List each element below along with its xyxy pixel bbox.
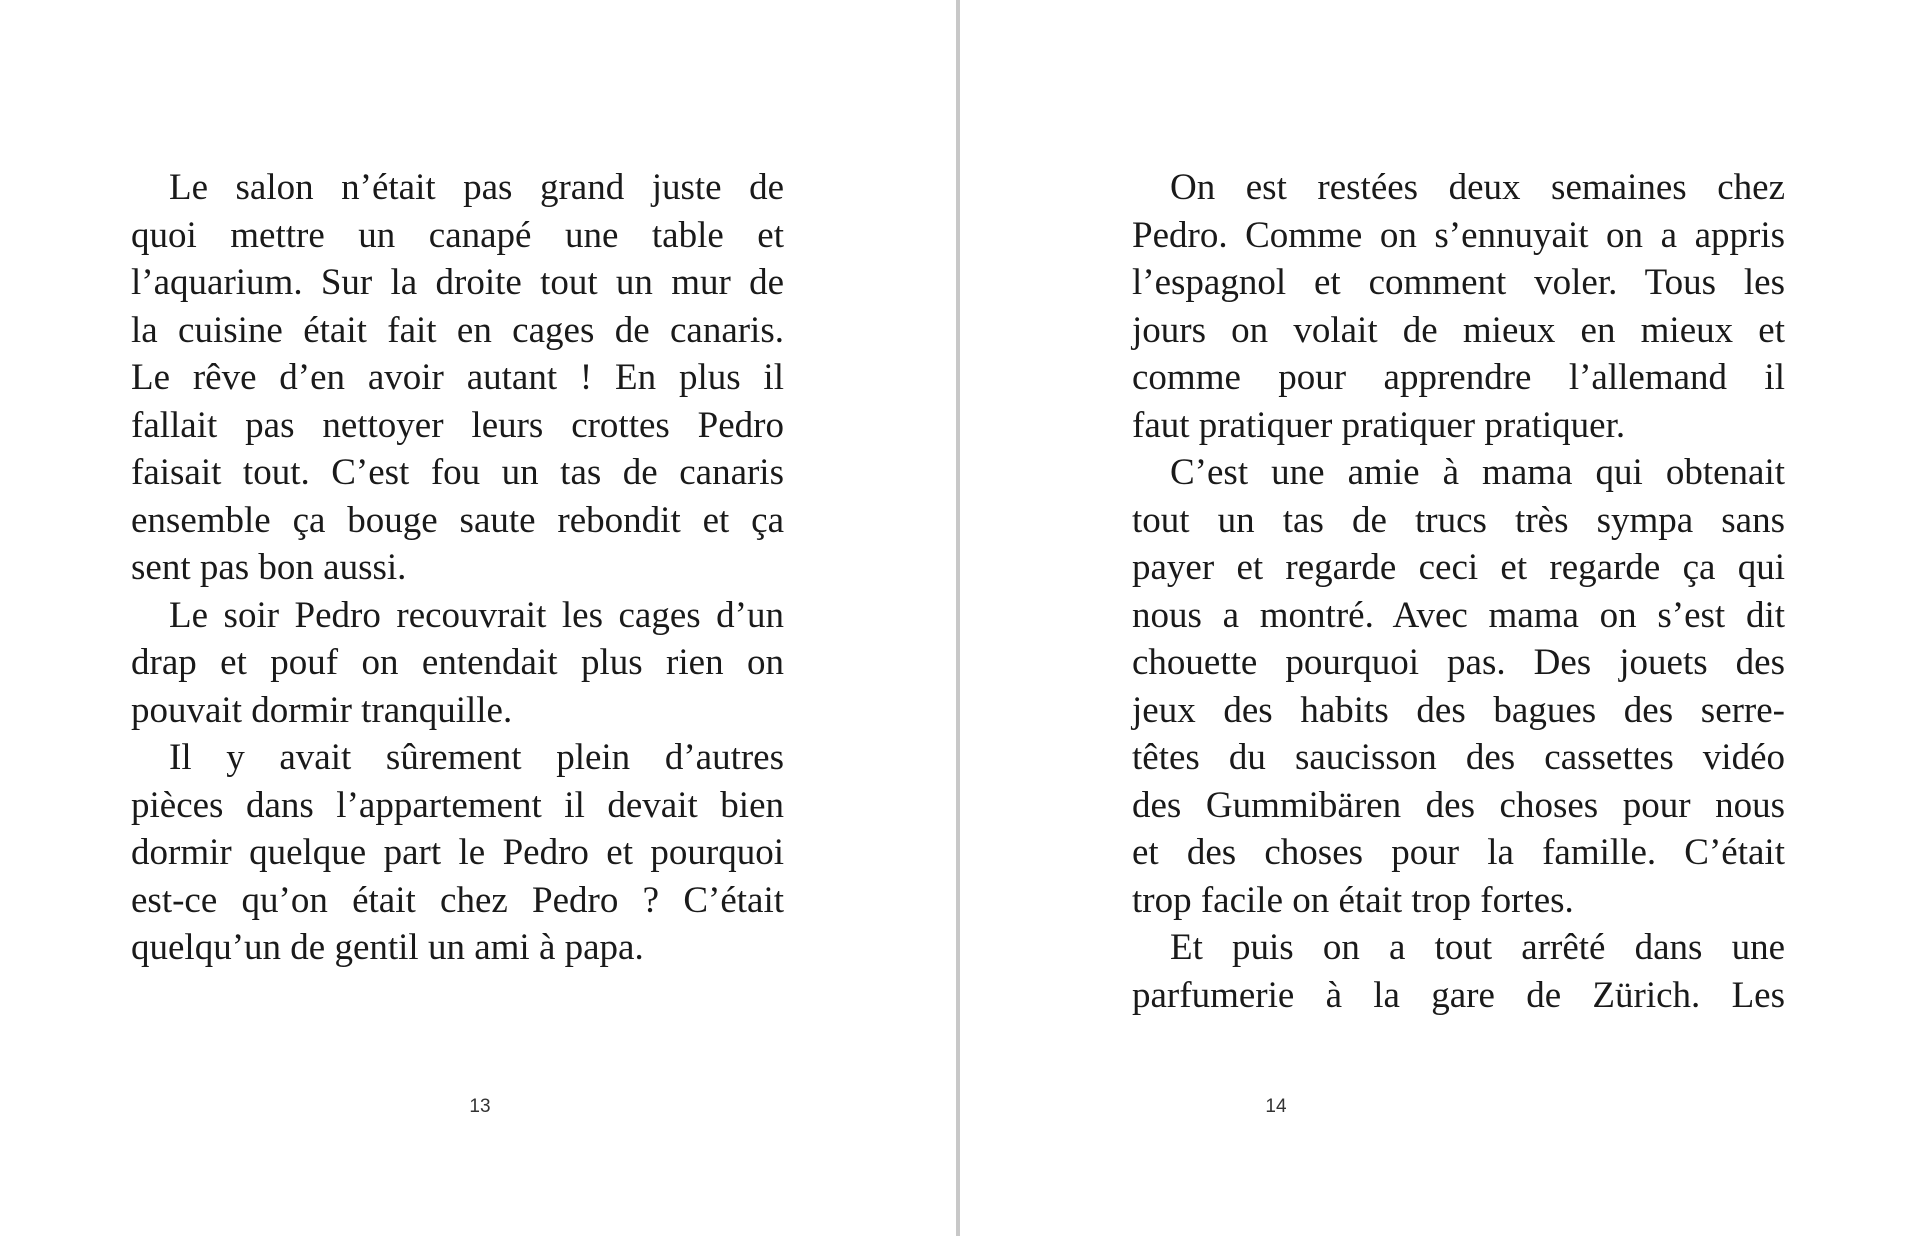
text-line: est-ce qu’on était chez Pedro ? C’était: [131, 879, 784, 921]
text-line: sent pas bon aussi.: [131, 547, 407, 588]
text-line: payer et regarde ceci et regarde ça qui: [1132, 547, 1785, 588]
text-line: l’espagnol et comment voler. Tous les: [1132, 262, 1785, 303]
text-line: ensemble ça bouge saute rebondit et ça: [131, 499, 784, 541]
left-page-text: [131, 164, 784, 972]
text-line: l’aquarium. Sur la droite tout un mur de: [131, 262, 784, 303]
text-line: têtes du saucisson des cassettes vidéo: [1132, 737, 1785, 778]
right-page-text: [1132, 164, 1785, 1019]
text-line: Le rêve d’en avoir autant ! En plus il: [131, 357, 784, 398]
text-line: fallait pas nettoyer leurs crottes Pedro: [131, 404, 784, 446]
text-line: pièces dans l’appartement il devait bien: [131, 784, 784, 826]
text-line: C’est une amie à mama qui obtenait: [1170, 452, 1785, 493]
text-line: et des choses pour la famille. C’était: [1132, 832, 1785, 873]
text-line: faut pratiquer pratiquer pratiquer.: [1132, 404, 1626, 446]
text-line: Le salon n’était pas grand juste de: [169, 167, 784, 208]
text-line: nous a montré. Avec mama on s’est dit: [1132, 594, 1785, 636]
text-line: dormir quelque part le Pedro et pourquoi: [131, 832, 784, 873]
text-line: jeux des habits des bagues des serre-: [1132, 689, 1785, 731]
text-line: tout un tas de trucs très sympa sans: [1132, 499, 1785, 541]
text-line: Il y avait sûrement plein d’autres: [169, 737, 784, 778]
text-line: Pedro. Comme on s’ennuyait on a appris: [1132, 214, 1785, 256]
text-line: chouette pourquoi pas. Des jouets des: [1132, 642, 1785, 683]
text-line: la cuisine était fait en cages de canaris.: [131, 309, 784, 351]
text-line: jours on volait de mieux en mieux et: [1132, 309, 1785, 351]
text-line: comme pour apprendre l’allemand il: [1132, 357, 1785, 398]
text-line: trop facile on était trop fortes.: [1132, 879, 1574, 921]
text-line: drap et pouf on entendait plus rien on: [131, 642, 784, 683]
text-line: des Gummibären des choses pour nous: [1132, 784, 1785, 826]
text-line: quelqu’un de gentil un ami à papa.: [131, 927, 644, 968]
right-page: [960, 0, 1910, 1236]
page-number: 14: [1265, 1096, 1287, 1117]
text-line: On est restées deux semaines chez: [1170, 167, 1785, 208]
text-line: Le soir Pedro recouvrait les cages d’un: [169, 594, 784, 636]
text-line: quoi mettre un canapé une table et: [131, 214, 784, 256]
page-number: 13: [469, 1096, 491, 1117]
text-line: Et puis on a tout arrêté dans une: [1170, 927, 1785, 968]
text-line: faisait tout. C’est fou un tas de canaris: [131, 452, 784, 493]
text-line: parfumerie à la gare de Zürich. Les: [1132, 974, 1785, 1016]
text-line: pouvait dormir tranquille.: [131, 689, 513, 731]
